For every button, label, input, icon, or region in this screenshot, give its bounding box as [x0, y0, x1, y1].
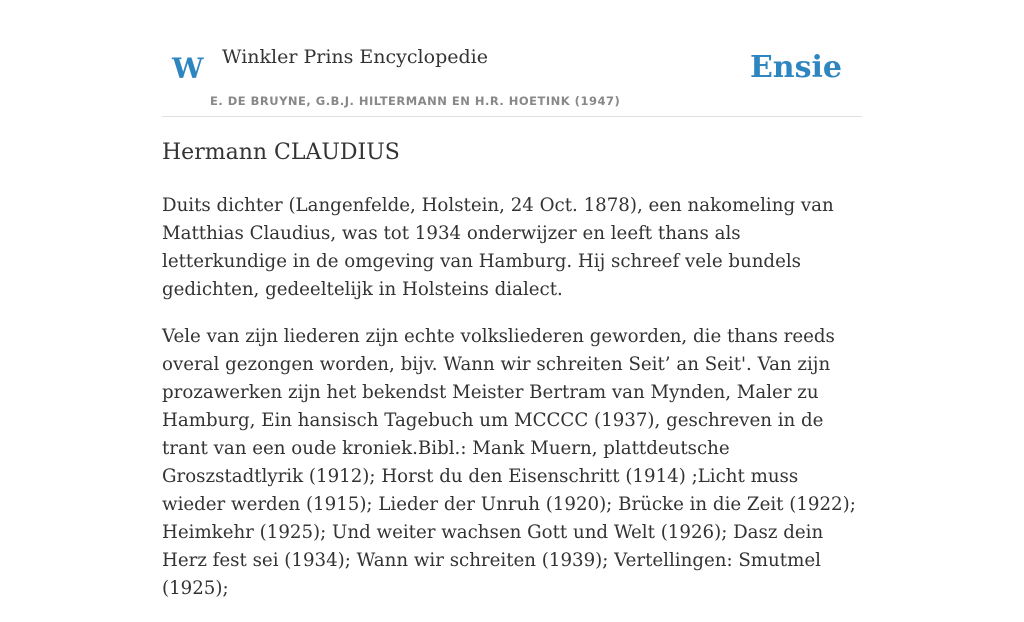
- source-title-link[interactable]: Winkler Prins Encyclopedie: [222, 46, 488, 68]
- article-body: [162, 192, 864, 622]
- ensie-logo[interactable]: Ensie: [749, 50, 842, 85]
- article-paragraph: Duits dichter (Langenfelde, Holstein, 24 Oct. 1878), een nakomeling van Matthias Claudius, was tot 1934 onderwijzer en leeft thans als letterkundige in de omgeving van Hamburg. Hij schreef vele bundels gedichten, gedeeltelijk in Holsteins dialect.: [162, 195, 834, 300]
- article-title: Hermann CLAUDIUS: [162, 140, 400, 165]
- winkler-prins-logo[interactable]: W: [172, 52, 204, 85]
- source-authors: E. DE BRUYNE, G.B.J. HILTERMANN EN H.R. HOETINK (1947): [210, 94, 621, 108]
- article-paragraph: Vele van zijn liederen zijn echte volksliederen geworden, die thans reeds overal gezongen worden, bijv. Wann wir schreiten Seit’ an Seit'. Van zijn prozawerken zijn het bekendst Meister Bertram van Mynden, Maler zu Hamburg, Ein hansisch Tagebuch um MCCCC (1937), geschreven in de trant van een oude kroniek.Bibl.: Mank Muern, plattdeutsche Groszstadtlyrik (1912); Horst du den Eisenschritt (1914) ;Licht muss wieder werden (1915); Lieder der Unruh (1920); Brücke in die Zeit (1922); Heimkehr (1925); Und weiter wachsen Gott und Welt (1926); Dasz dein Herz fest sei (1934); Wann wir schreiten (1939); Vertellingen: Smutmel (1925);: [162, 326, 856, 599]
- source-header: [162, 0, 862, 117]
